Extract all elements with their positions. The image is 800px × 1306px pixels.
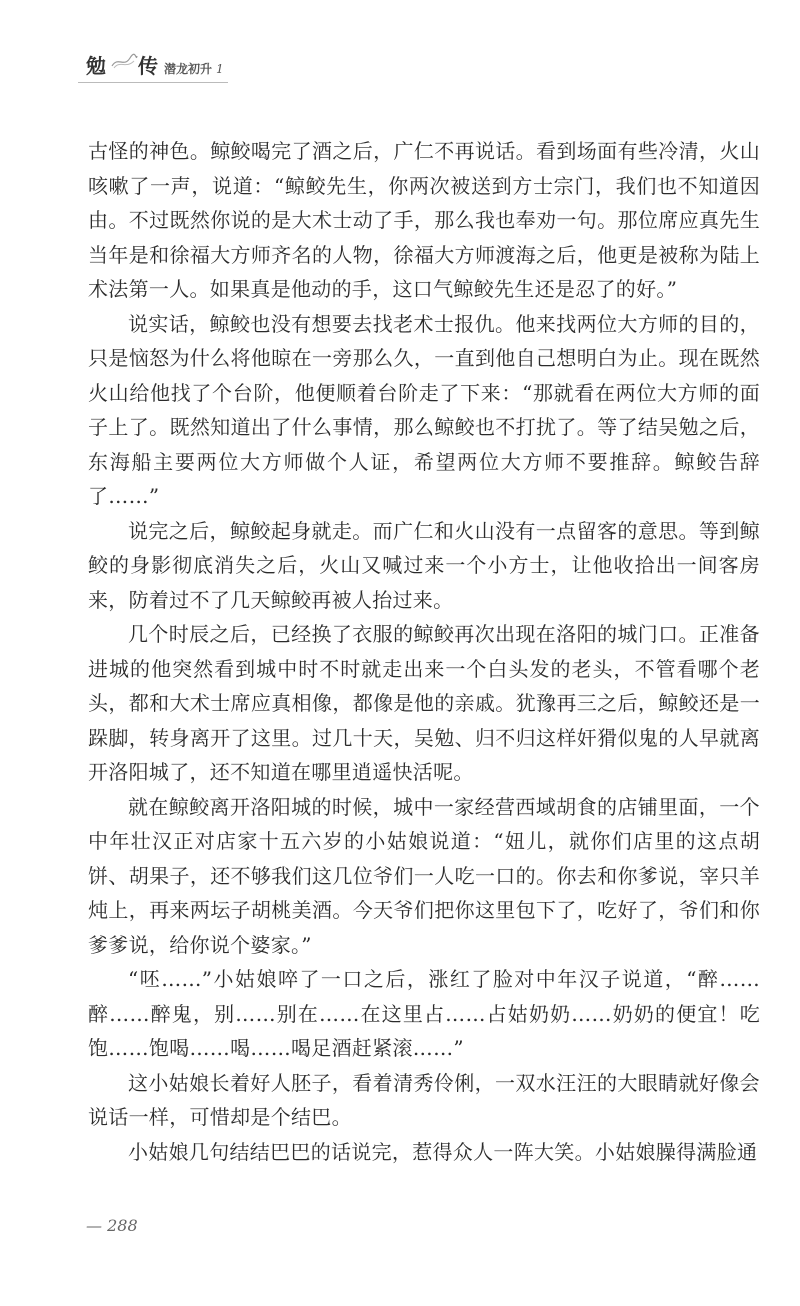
- paragraph: 说实话，鲸鲛也没有想要去找老术士报仇。他来找两位大方师的目的，只是恼怒为什么将他晾在一旁那么久，一直到他自己想明白为止。现在既然火山给他找了个台阶，他便顺着台阶走了下来：“那就看在两位大方师的面子上了。既然知道出了什么事情，那么鲸鲛也不打扰了。等了结吴勉之后，东海船主要两位大方师做个人证，希望两位大方师不要推辞。鲸鲛告辞了……”: [88, 311, 760, 508]
- paragraph: “呸……”小姑娘啐了一口之后，涨红了脸对中年汉子说道，“醉……醉……醉鬼，别……别在……在这里占……占姑奶奶……奶奶的便宜！吃饱……饱喝……喝……喝足酒赶紧滚……”: [88, 967, 760, 1060]
- paragraph: 几个时辰之后，已经换了衣服的鲸鲛再次出现在洛阳的城门口。正准备进城的他突然看到城中时不时就走出来一个白头发的老头，不管看哪个老头，都和大术士席应真相像，都像是他的亲戚。犹豫再三之后，鲸鲛还是一跺脚，转身离开了这里。过几十天，吴勉、归不归这样奸猾似鬼的人早就离开洛阳城了，还不知道在哪里逍遥快活呢。: [88, 622, 760, 784]
- header-rule: [78, 82, 228, 83]
- running-header: [78, 44, 278, 88]
- header-volume: 1: [216, 62, 224, 76]
- page-number: — 288: [86, 1216, 138, 1235]
- paragraph: 小姑娘几句结结巴巴的话说完，惹得众人一阵大笑。小姑娘臊得满脸通: [128, 1139, 758, 1164]
- paragraph: 古怪的神色。鲸鲛喝完了酒之后，广仁不再说话。看到场面有些冷清，火山咳嗽了一声，说道：“鲸鲛先生，你两次被送到方士宗门，我们也不知道因由。不过既然你说的是大术士动了手，那么我也奉劝一句。那位席应真先生当年是和徐福大方师齐名的人物，徐福大方师渡海之后，他更是被称为陆上术法第一人。如果真是他动的手，这口气鲸鲛先生还是忍了的好。”: [88, 139, 760, 301]
- paragraph: 就在鲸鲛离开洛阳城的时候，城中一家经营西域胡食的店铺里面，一个中年壮汉正对店家十五六岁的小姑娘说道：“妞儿，就你们店里的这点胡饼、胡果子，还不够我们这几位爷们一人吃一口的。你去和你爹说，宰只羊炖上，再来两坛子胡桃美酒。今天爷们把你这里包下了，吃好了，爷们和你爹爹说，给你说个婆家。”: [88, 794, 760, 957]
- paragraph: 说完之后，鲸鲛起身就走。而广仁和火山没有一点留客的意思。等到鲸鲛的身影彻底消失之后，火山又喊过来一个小方士，让他收拾出一间客房来，防着过不了几天鲸鲛再被人抬过来。: [88, 518, 760, 612]
- header-title-char-1: 勉: [86, 54, 106, 78]
- body-text: [88, 134, 760, 1169]
- paragraph: 这小姑娘长着好人胚子，看着清秀伶俐，一双水汪汪的大眼睛就好像会说话一样，可惜却是个结巴。: [88, 1070, 760, 1129]
- dragon-ornament-icon: [110, 52, 138, 70]
- header-title-char-2: 传: [138, 54, 158, 78]
- header-subtitle: 潜龙初升: [164, 62, 213, 76]
